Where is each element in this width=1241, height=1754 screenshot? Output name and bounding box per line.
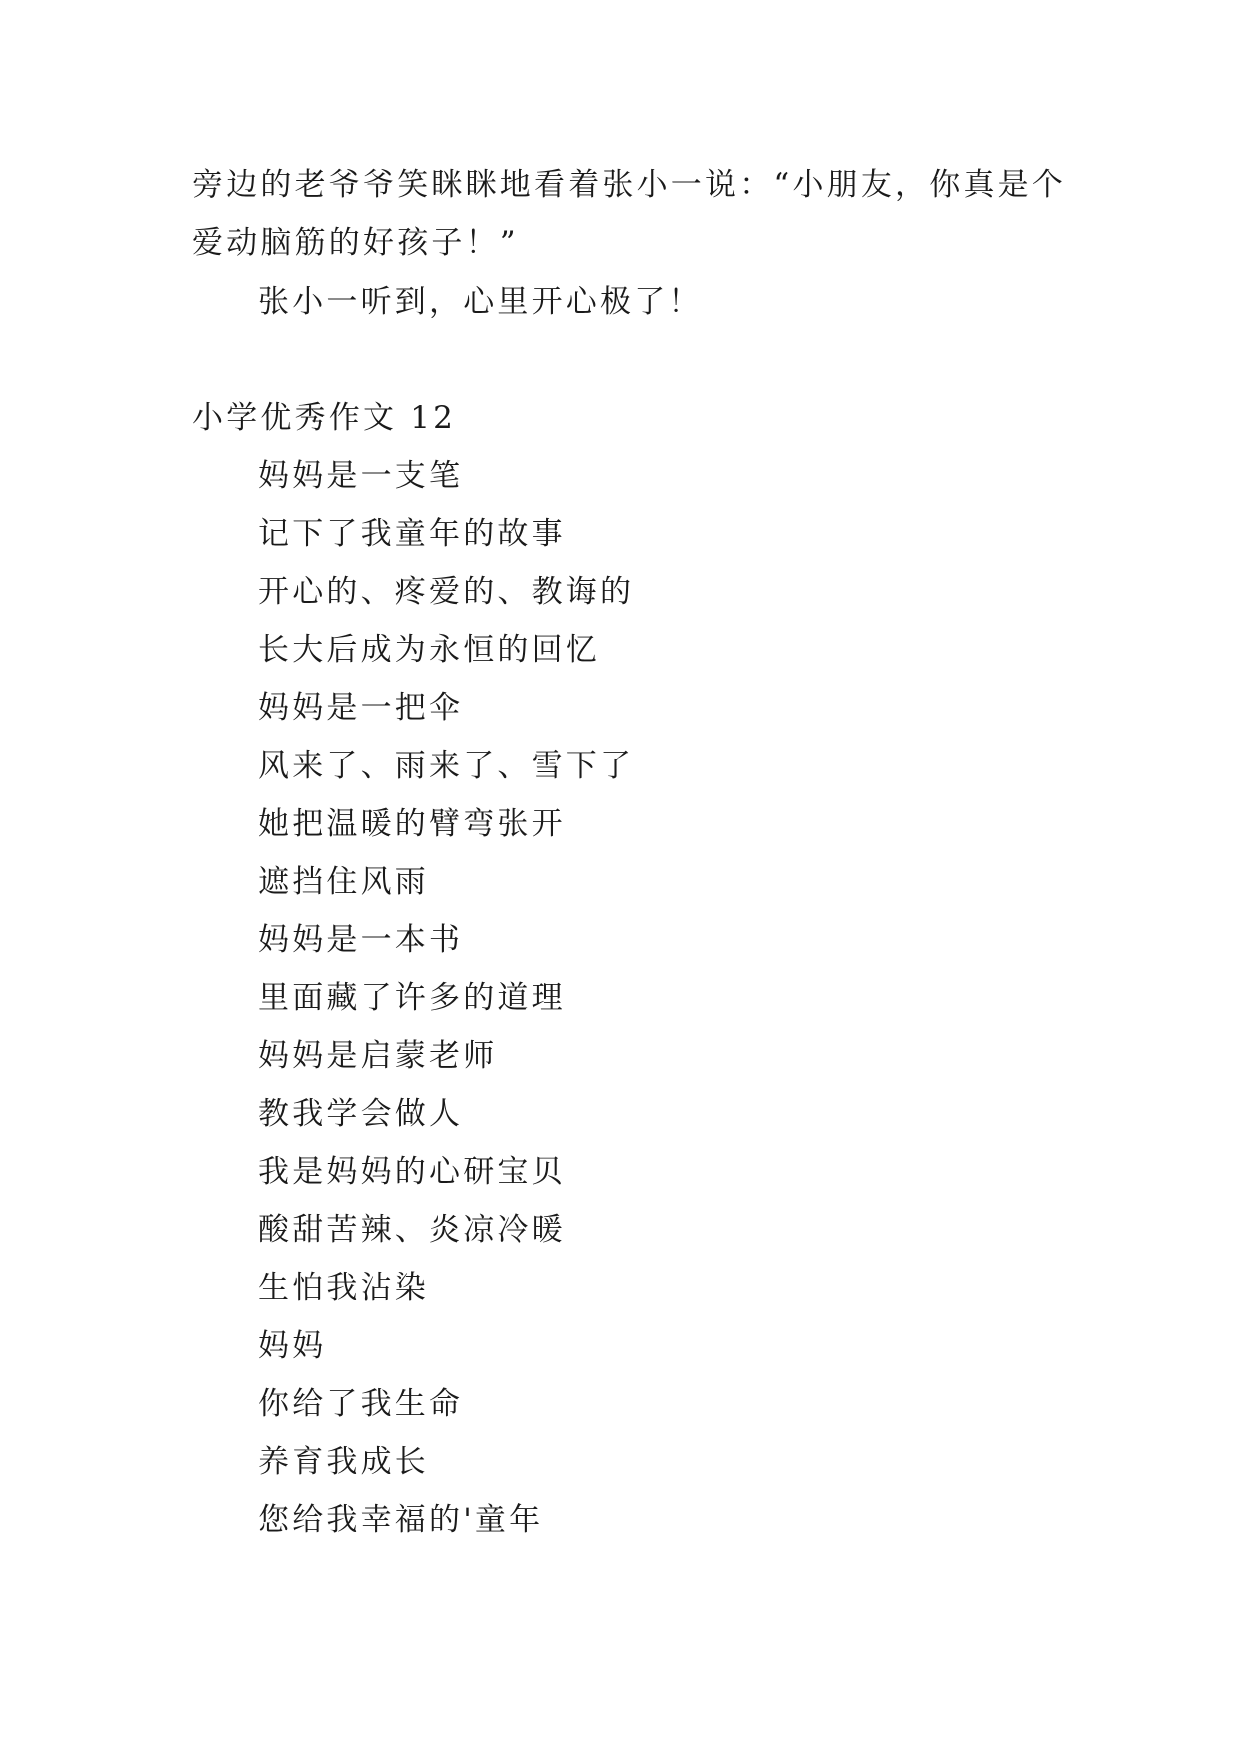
poem-line: 我是妈妈的心研宝贝 <box>258 1154 566 1190</box>
story-paragraph-line-2: 爱动脑筋的好孩子！” <box>192 225 519 261</box>
poem-line: 养育我成长 <box>258 1444 429 1480</box>
story-paragraph-line-1: 旁边的老爷爷笑眯眯地看着张小一说：“小朋友，你真是个 <box>192 167 1067 203</box>
poem-line: 妈妈是启蒙老师 <box>258 1038 498 1074</box>
story-paragraph-closing: 张小一听到，心里开心极了！ <box>258 284 703 320</box>
poem-line: 您给我幸福的'童年 <box>258 1502 544 1538</box>
poem-line: 生怕我沾染 <box>258 1270 429 1306</box>
poem-line: 你给了我生命 <box>258 1386 464 1422</box>
poem-line: 妈妈是一本书 <box>258 922 464 958</box>
poem-line: 教我学会做人 <box>258 1096 464 1132</box>
poem-line: 记下了我童年的故事 <box>258 516 566 552</box>
poem-line: 妈妈 <box>258 1328 327 1364</box>
essay-title: 小学优秀作文 12 <box>192 400 457 436</box>
poem-line: 妈妈是一把伞 <box>258 690 464 726</box>
poem-line: 酸甜苦辣、炎凉冷暖 <box>258 1212 566 1248</box>
poem-line: 妈妈是一支笔 <box>258 458 464 494</box>
poem-line: 她把温暖的臂弯张开 <box>258 806 566 842</box>
poem-line: 遮挡住风雨 <box>258 864 429 900</box>
poem-line: 开心的、疼爱的、教诲的 <box>258 574 635 610</box>
poem-line: 里面藏了许多的道理 <box>258 980 566 1016</box>
poem-line: 风来了、雨来了、雪下了 <box>258 748 635 784</box>
poem-line: 长大后成为永恒的回忆 <box>258 632 600 668</box>
